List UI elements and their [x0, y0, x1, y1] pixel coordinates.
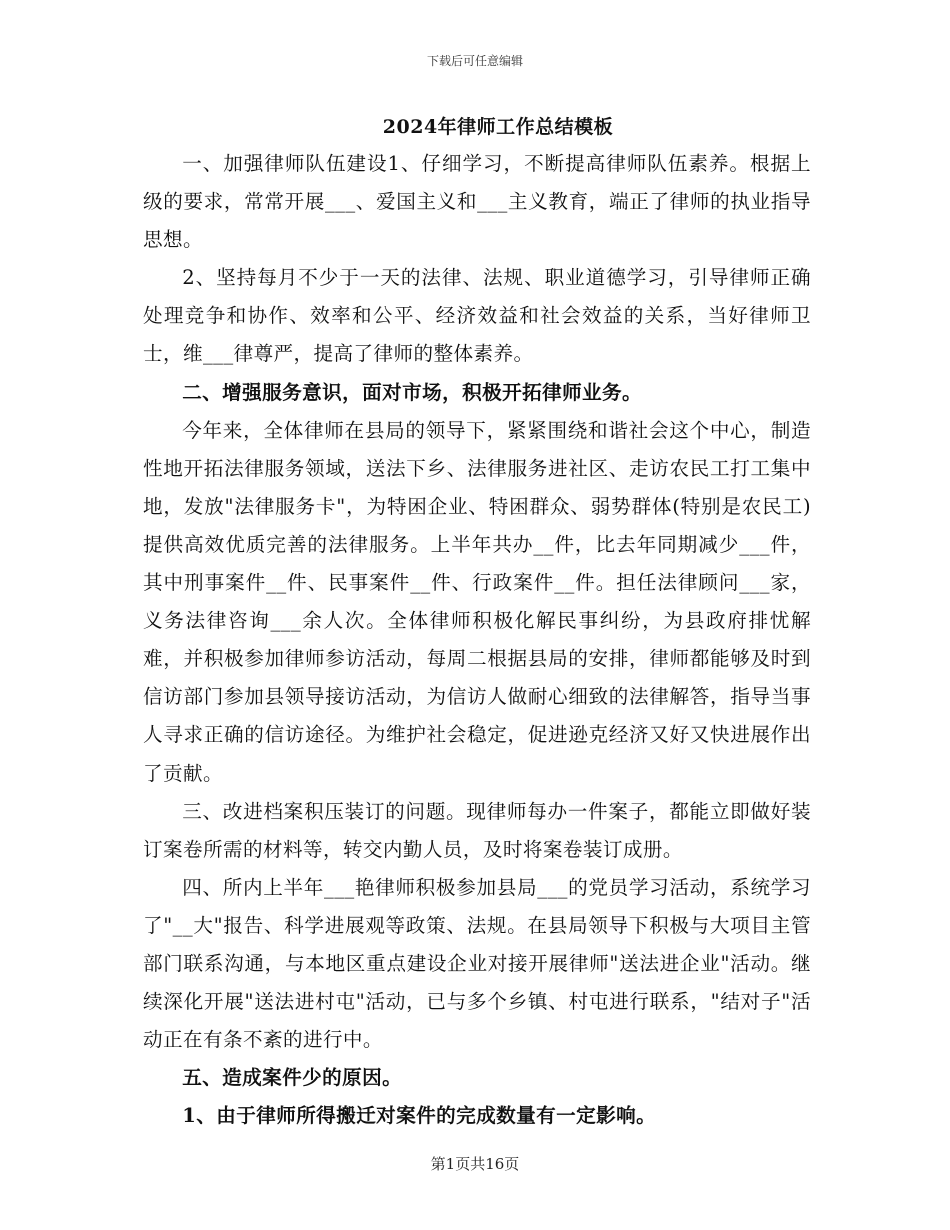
paragraph-archive-binding: 三、改进档案积压装订的问题。现律师每办一件案子，都能立即做好装订案卷所需的材料等，转交内勤人员，及时将案卷装订成册。	[143, 799, 811, 861]
page-number: 第1页共16页	[430, 1155, 520, 1173]
paragraph-legal-services: 今年来，全体律师在县局的领导下，紧紧围绕和谐社会这个中心，制造性地开拓法律服务领域，送法下乡、法律服务进社区、走访农民工打工集中地，发放"法律服务卡"，为特困企业、特困群众、弱势群体(特别是农民工)提供高效优质完善的法律服务。上半年共办__件，比去年同期减少___件，其中刑事案件__件、民事案件__件、行政案件__件。担任法律顾问___家，义务法律咨询___余人次。全体律师积极化解民事纠纷，为县政府排忧解难，并积极参加律师参访活动，每周二根据县局的安排，律师都能够及时到信访部门参加县领导接访活动，为信访人做耐心细致的法律解答，指导当事人寻求正确的信访途径。为维护社会稳定，促进逊克经济又好又快进展作出了贡献。	[143, 418, 811, 785]
paragraph-party-study: 四、所内上半年___艳律师积极参加县局___的党员学习活动，系统学习了"__大"报告、科学进展观等政策、法规。在县局领导下积极与大项目主管部门联系沟通，与本地区重点建设企业对接开展律师"送法进企业"活动。继续深化开展"送法进村屯"活动，已与多个乡镇、村屯进行联系，"结对子"活动正在有条不紊的进行中。	[143, 875, 811, 1052]
heading-few-cases-reasons: 五、造成案件少的原因。	[182, 1066, 403, 1090]
document-body	[143, 145, 811, 1135]
heading-service-awareness: 二、增强服务意识，面对市场，积极开拓律师业务。	[182, 380, 643, 404]
paragraph-team-building: 一、加强律师队伍建设1、仔细学习，不断提高律师队伍素养。根据上级的要求，常常开展___、爱国主义和___主义教育，端正了律师的执业指导思想。	[143, 152, 811, 252]
paragraph-relocation-impact: 1、由于律师所得搬迁对案件的完成数量有一定影响。	[182, 1104, 657, 1128]
paragraph-monthly-study: 2、坚持每月不少于一天的法律、法规、职业道德学习，引导律师正确处理竞争和协作、效率和公平、经济效益和社会效益的关系，当好律师卫士，维___律尊严，提高了律师的整体素养。	[143, 266, 811, 366]
page-header-note: 下载后可任意编辑	[426, 54, 523, 68]
document-title: 2024年律师工作总结模板	[382, 116, 614, 138]
